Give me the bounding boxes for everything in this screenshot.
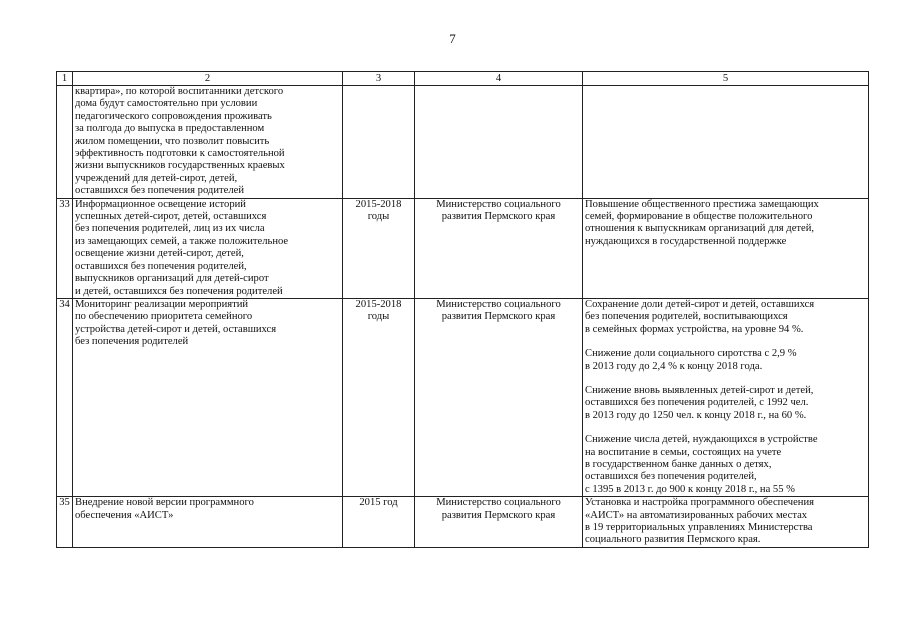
term-cell <box>343 86 415 199</box>
header-col-1: 1 <box>57 72 73 86</box>
result-line: Повышение общественного престижа замещающих <box>585 198 819 210</box>
term-line: годы <box>367 211 390 223</box>
result-line: в семейных формах устройства, на уровне 94 %. <box>585 323 804 335</box>
term-line: 2015 год <box>359 497 398 509</box>
term-cell <box>343 497 415 548</box>
measure-line: выпускников организаций для детей-сирот <box>75 273 269 285</box>
result-cell <box>583 298 869 496</box>
measure-line: обеспечения «АИСТ» <box>75 509 174 521</box>
result-paragraph <box>585 348 866 373</box>
measure-cell <box>73 497 343 548</box>
result-cell <box>583 86 869 199</box>
table-row <box>57 86 869 199</box>
term-cell <box>343 298 415 496</box>
result-line: в 2013 году до 2,4 % к концу 2018 года. <box>585 360 763 372</box>
result-line: «АИСТ» на автоматизированных рабочих местах <box>585 509 808 521</box>
executor-line: Министерство социального <box>436 198 561 210</box>
executor-cell <box>415 86 583 199</box>
result-line: без попечения родителей, воспитывающихся <box>585 311 788 323</box>
result-paragraph <box>585 434 866 496</box>
measure-line: дома будут самостоятельно при условии <box>75 98 258 110</box>
measure-line: Внедрение новой версии программного <box>75 497 254 509</box>
result-line: в государственном банке данных о детях, <box>585 458 772 470</box>
measure-line: устройства детей-сирот и детей, оставшихся <box>75 323 277 335</box>
result-line: нуждающихся в государственной поддержке <box>585 235 787 247</box>
executor-line: развития Пермского края <box>441 211 556 223</box>
measure-line: из замещающих семей, а также положительное <box>75 235 289 247</box>
result-line: отношения к выпускникам организаций для детей, <box>585 223 815 235</box>
measure-line: педагогического сопровождения проживать <box>75 110 272 122</box>
measure-line: успешных детей-сирот, детей, оставшихся <box>75 211 267 223</box>
result-line: оставшихся без попечения родителей, с 1992 чел. <box>585 397 809 409</box>
row-number: 35 <box>57 497 73 548</box>
measures-table <box>56 71 869 548</box>
executor-line: Министерство социального <box>436 298 561 310</box>
row-number: 33 <box>57 198 73 298</box>
executor-line: развития Пермского края <box>441 509 556 521</box>
page-number: 7 <box>449 31 456 46</box>
result-line: Сохранение доли детей-сирот и детей, оставшихся <box>585 298 815 310</box>
executor-line: Министерство социального <box>436 497 561 509</box>
result-line: с 1395 в 2013 г. до 900 к концу 2018 г., на 55 % <box>585 483 795 495</box>
result-paragraph <box>585 385 866 422</box>
result-line: Снижение числа детей, нуждающихся в устройстве <box>585 434 818 446</box>
result-paragraph <box>585 199 866 249</box>
table-row <box>57 298 869 496</box>
result-line: Снижение доли социального сиротства с 2,9 % <box>585 348 797 360</box>
measure-line: жизни выпускников государственных краевых <box>75 160 285 172</box>
result-line: оставшихся без попечения родителей, <box>585 471 757 483</box>
executor-cell <box>415 497 583 548</box>
row-number: 34 <box>57 298 73 496</box>
result-cell <box>583 198 869 298</box>
measure-line: квартира», по которой воспитанники детского <box>75 86 284 97</box>
table-header-row <box>57 72 869 86</box>
measure-line: учреждений для детей-сирот, детей, <box>75 172 238 184</box>
result-line: в 19 территориальных управлениях Министерства <box>585 522 813 533</box>
measure-line: за полгода до выпуска в предоставленном <box>75 123 265 135</box>
measure-line: освещение жизни детей-сирот, детей, <box>75 248 244 260</box>
result-paragraph <box>585 497 866 547</box>
executor-cell <box>415 298 583 496</box>
result-line: Установка и настройка программного обеспечения <box>585 497 815 509</box>
result-cell <box>583 497 869 548</box>
measure-line: и детей, оставшихся без попечения родителей <box>75 285 283 297</box>
measure-line: без попечения родителей <box>75 336 189 348</box>
measure-line: оставшихся без попечения родителей <box>75 185 244 197</box>
row-number <box>57 86 73 199</box>
measure-line: оставшихся без попечения родителей, <box>75 260 247 272</box>
executor-line: развития Пермского края <box>441 311 556 323</box>
measure-cell <box>73 198 343 298</box>
header-col-3: 3 <box>343 72 415 86</box>
measure-line: эффективность подготовки к самостоятельной <box>75 148 285 160</box>
measure-line: Информационное освещение историй <box>75 198 246 210</box>
term-line: 2015-2018 <box>355 298 402 310</box>
result-line: в 2013 году до 1250 чел. к концу 2018 г., на 60 %. <box>585 409 807 421</box>
measure-line: без попечения родителей, лиц из их числа <box>75 223 265 235</box>
result-line: социального развития Пермского края. <box>585 534 761 546</box>
result-line: семей, формирование в обществе положительного <box>585 211 813 223</box>
executor-cell <box>415 198 583 298</box>
header-col-5: 5 <box>583 72 869 86</box>
result-paragraph <box>585 299 866 336</box>
term-line: 2015-2018 <box>355 198 402 210</box>
measure-line: по обеспечению приоритета семейного <box>75 311 253 323</box>
header-col-2: 2 <box>73 72 343 86</box>
result-line: Снижение вновь выявленных детей-сирот и детей, <box>585 384 814 396</box>
measure-cell <box>73 86 343 199</box>
table-body <box>57 86 869 548</box>
measure-line: жилом помещении, что позволит повысить <box>75 135 270 147</box>
header-col-4: 4 <box>415 72 583 86</box>
term-line: годы <box>367 311 390 323</box>
measure-cell <box>73 298 343 496</box>
table-row <box>57 497 869 548</box>
result-line: на воспитание в семьи, состоящих на учете <box>585 446 782 458</box>
table-row <box>57 198 869 298</box>
term-cell <box>343 198 415 298</box>
measure-line: Мониторинг реализации мероприятий <box>75 298 249 310</box>
